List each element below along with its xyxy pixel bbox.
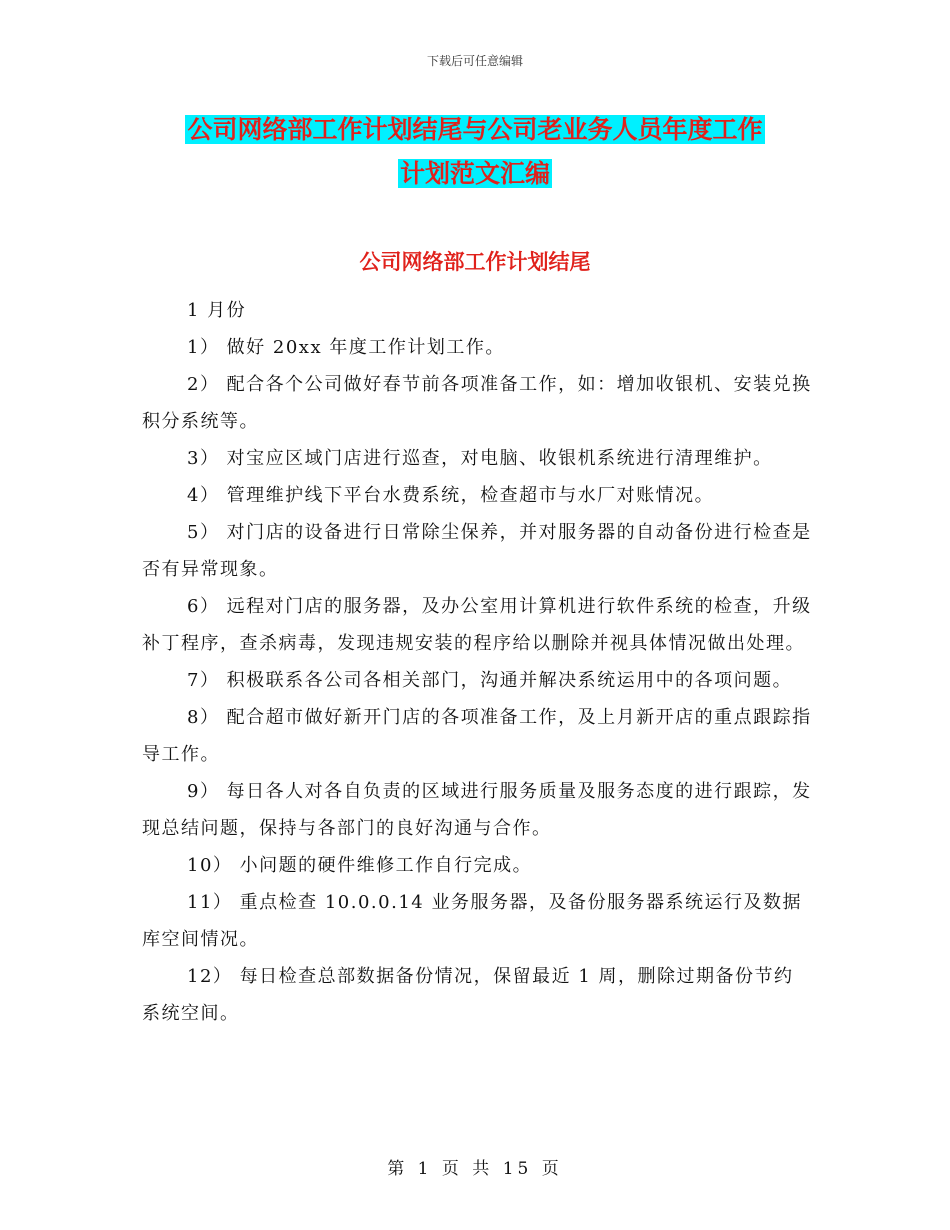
paragraph-month: 1 月份 xyxy=(187,300,247,321)
paragraph-item-3: 3） 对宝应区域门店进行巡查，对电脑、收银机系统进行清理维护。 xyxy=(187,448,773,469)
paragraph-item-10: 10） 小问题的硬件维修工作自行完成。 xyxy=(187,855,533,876)
paragraph-item-4: 4） 管理维护线下平台水费系统，检查超市与水厂对账情况。 xyxy=(187,485,715,506)
section-title: 公司网络部工作计划结尾 xyxy=(359,250,591,274)
paragraph-item-6: 6） 远程对门店的服务器，及办公室用计算机进行软件系统的检查，升级补丁程序，查杀病毒，发现违规安装的程序给以删除并视具体情况做出处理。 xyxy=(142,596,812,654)
paragraph-item-12: 12） 每日检查总部数据备份情况，保留最近 1 周，删除过期备份节约系统空间。 xyxy=(142,966,794,1024)
paragraph-item-11: 11） 重点检查 10.0.0.14 业务服务器，及备份服务器系统运行及数据库空间情况。 xyxy=(142,892,802,950)
paragraph-item-9: 9） 每日各人对各自负责的区域进行服务质量及服务态度的进行跟踪，发现总结问题，保持与各部门的良好沟通与合作。 xyxy=(142,781,812,839)
paragraph-item-8: 8） 配合超市做好新开门店的各项准备工作，及上月新开店的重点跟踪指导工作。 xyxy=(142,707,812,765)
paragraph-item-5: 5） 对门店的设备进行日常除尘保养，并对服务器的自动备份进行检查是否有异常现象。 xyxy=(142,522,812,580)
body-text xyxy=(142,292,812,1032)
header-note: 下载后可任意编辑 xyxy=(426,54,523,68)
main-title-line-2-text: 计划范文汇编 xyxy=(399,159,550,188)
paragraph-item-7: 7） 积极联系各公司各相关部门，沟通并解决系统运用中的各项问题。 xyxy=(187,670,793,691)
paragraph-item-1: 1） 做好 20xx 年度工作计划工作。 xyxy=(187,337,505,358)
page-footer: 第 1 页 共 15 页 xyxy=(387,1159,563,1179)
main-title-line-1 xyxy=(0,110,950,150)
main-title-line-1-text: 公司网络部工作计划结尾与公司老业务人员年度工作 xyxy=(187,115,763,144)
paragraph-item-2: 2） 配合各个公司做好春节前各项准备工作，如：增加收银机、安装兑换积分系统等。 xyxy=(142,374,812,432)
main-title-line-2 xyxy=(0,154,950,194)
